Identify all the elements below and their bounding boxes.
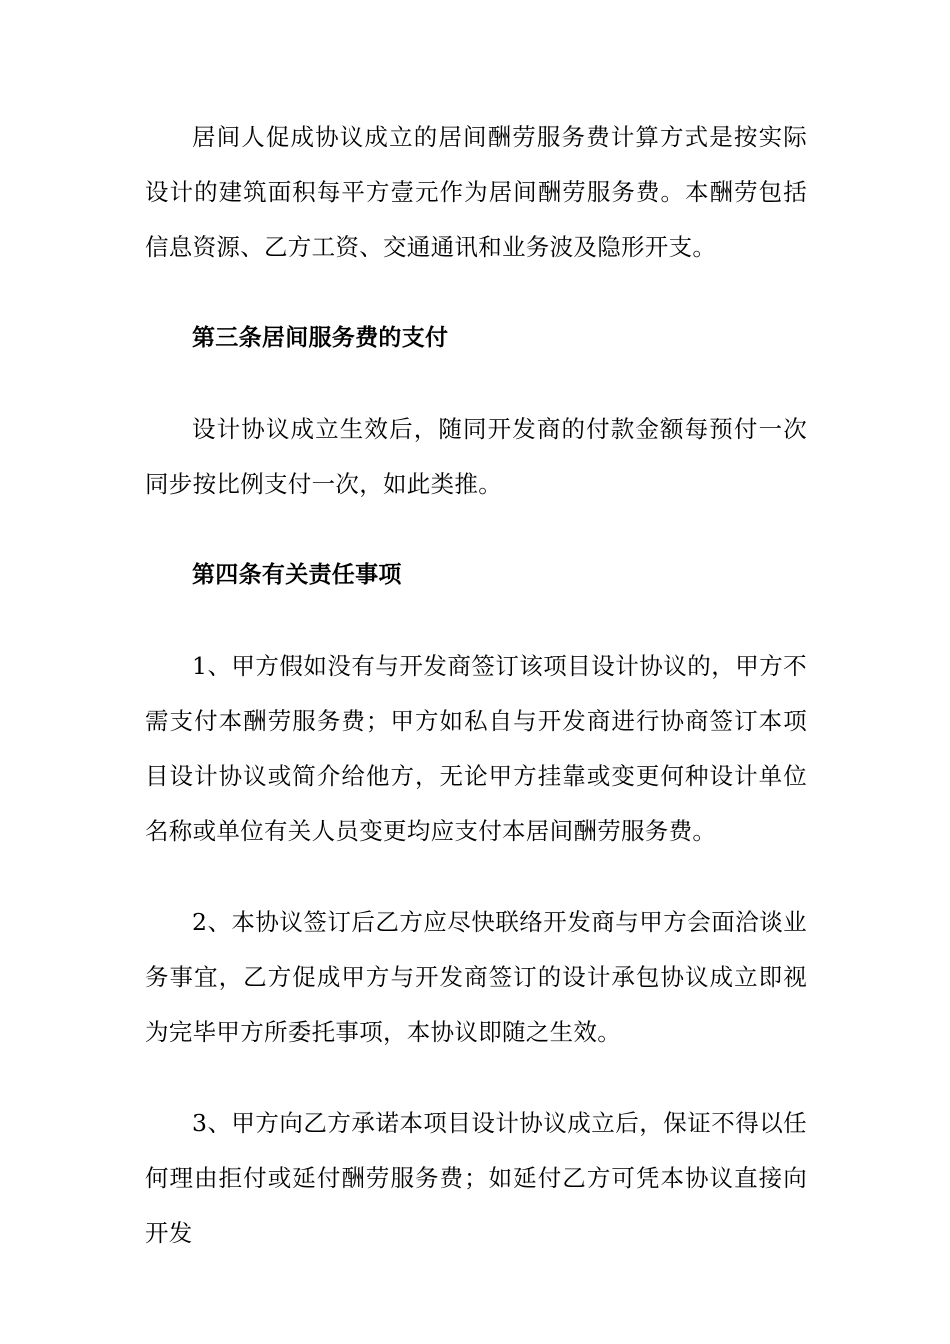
document-body	[145, 110, 807, 1261]
paragraph-clause-1: 1、甲方假如没有与开发商签订该项目设计协议的，甲方不需支付本酬劳服务费；甲方如私自与开发商进行协商签订本项目设计协议或简介给他方，无论甲方挂靠或变更何种设计单位名称或单位有关人员变更均应支付本居间酬劳服务费。	[145, 652, 807, 845]
paragraph-clause-3: 3、甲方向乙方承诺本项目设计协议成立后，保证不得以任何理由拒付或延付酬劳服务费；如延付乙方可凭本协议直接向开发	[145, 1109, 807, 1247]
paragraph-clause-2: 2、本协议签订后乙方应尽快联络开发商与甲方会面洽谈业务事宜，乙方促成甲方与开发商签订的设计承包协议成立即视为完毕甲方所委托事项，本协议即随之生效。	[145, 908, 807, 1046]
heading-article-3: 第三条居间服务费的支付	[192, 325, 449, 351]
paragraph-commission-calculation: 居间人促成协议成立的居间酬劳服务费计算方式是按实际设计的建筑面积每平方壹元作为居间酬劳服务费。本酬劳包括信息资源、乙方工资、交通通讯和业务波及隐形开支。	[145, 123, 807, 261]
paragraph-payment-terms: 设计协议成立生效后，随同开发商的付款金额每预付一次同步按比例支付一次，如此类推。	[145, 415, 807, 498]
heading-article-4: 第四条有关责任事项	[192, 562, 402, 588]
